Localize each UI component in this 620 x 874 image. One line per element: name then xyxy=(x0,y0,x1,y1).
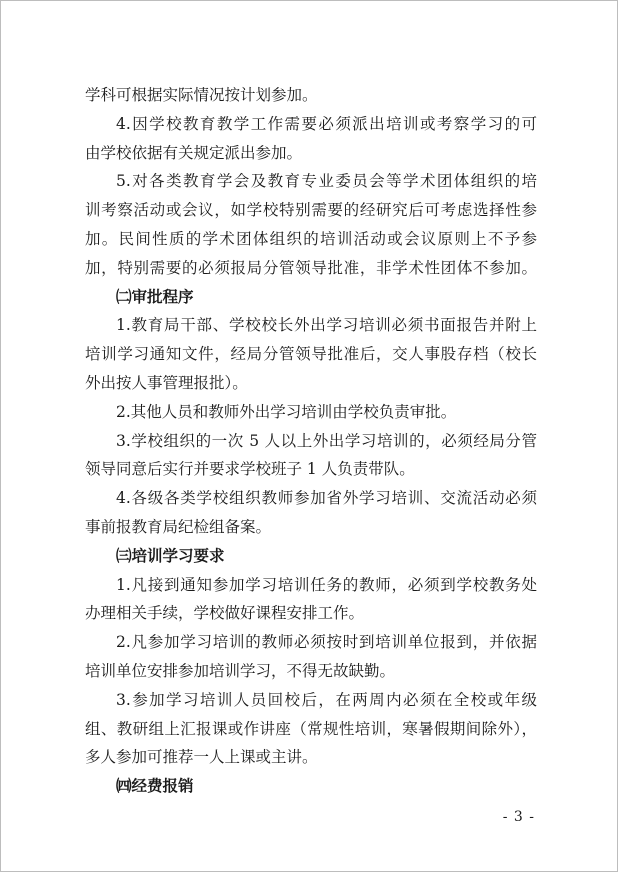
paragraph-line: 培训学习通知文件，经局分管领导批准后，交人事股存档（校长 xyxy=(85,345,537,364)
section-heading: ㈣经费报销 xyxy=(116,777,194,796)
paragraph-line: 5.对各类教育学会及教育专业委员会等学术团体组织的培 xyxy=(116,172,537,191)
paragraph-line: 4.因学校教育教学工作需要必须派出培训或考察学习的可 xyxy=(116,114,537,133)
paragraph-line: 领导同意后实行并要求学校班子 1 人负责带队。 xyxy=(85,460,415,479)
document-body xyxy=(85,81,537,801)
paragraph-line: 培训单位安排参加培训学习，不得无故缺勤。 xyxy=(85,661,396,680)
paragraph-line: 加。民间性质的学术团体组织的培训活动或会议原则上不予参 xyxy=(85,229,537,248)
section-heading: ㈢培训学习要求 xyxy=(116,546,225,565)
paragraph-line: 1.凡接到通知参加学习培训任务的教师，必须到学校教务处 xyxy=(116,575,537,594)
page-number: - 3 - xyxy=(502,809,535,825)
section-heading: ㈡审批程序 xyxy=(116,287,194,306)
paragraph-line: 事前报教育局纪检组备案。 xyxy=(85,517,272,536)
paragraph-line: 4.各级各类学校组织教师参加省外学习培训、交流活动必须 xyxy=(116,489,537,508)
paragraph-line: 3.参加学习培训人员回校后，在两周内必须在全校或年级 xyxy=(116,690,537,709)
paragraph-line: 2.凡参加学习培训的教师必须按时到培训单位报到，并依据 xyxy=(116,633,537,652)
paragraph-line: 多人参加可推荐一人上课或主讲。 xyxy=(85,748,318,767)
paragraph-line: 2.其他人员和教师外出学习培训由学校负责审批。 xyxy=(116,402,457,421)
paragraph-line: 由学校依据有关规定派出参加。 xyxy=(85,143,303,162)
paragraph-line: 办理相关手续，学校做好课程安排工作。 xyxy=(85,604,365,623)
paragraph-line: 3.学校组织的一次 5 人以上外出学习培训的，必须经局分管 xyxy=(116,431,537,450)
paragraph-line: 加，特别需要的必须报局分管领导批准，非学术性团体不参加。 xyxy=(85,258,537,277)
paragraph-line: 组、教研组上汇报课或作讲座（常规性培训，寒暑假期间除外）， xyxy=(85,719,537,738)
paragraph-line: 训考察活动或会议，如学校特别需要的经研究后可考虑选择性参 xyxy=(85,201,537,220)
paragraph-line: 学科可根据实际情况按计划参加。 xyxy=(85,86,318,104)
paragraph-line: 外出按人事管理报批）。 xyxy=(85,373,248,392)
paragraph-line: 1.教育局干部、学校校长外出学习培训必须书面报告并附上 xyxy=(116,316,537,335)
